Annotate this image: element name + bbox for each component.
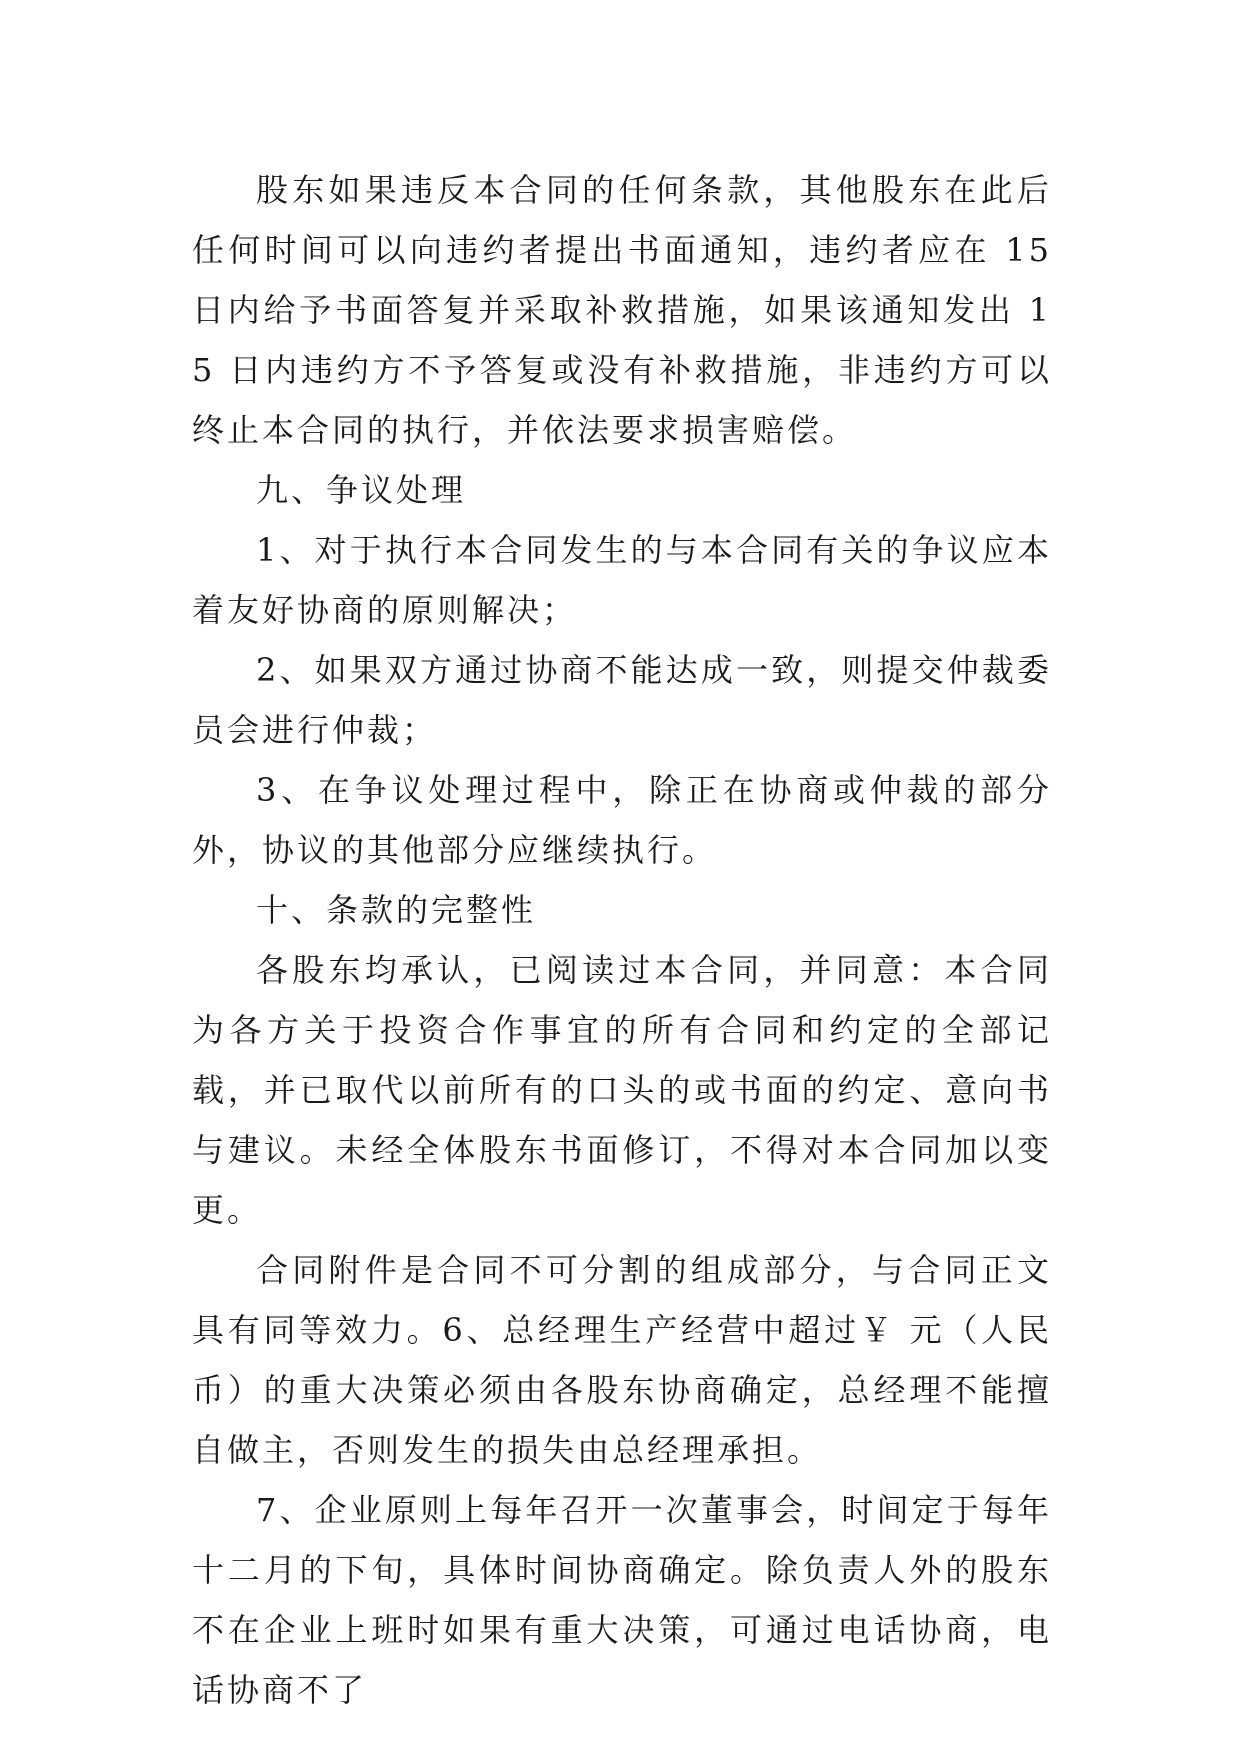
- section-heading-integrity: 十、条款的完整性: [256, 891, 537, 929]
- section-heading-dispute: 九、争议处理: [256, 471, 467, 509]
- paragraph-dispute-1: 1、对于执行本合同发生的与本合同有关的争议应本着友好协商的原则解决；: [192, 531, 1052, 629]
- paragraph-dispute-2: 2、如果双方通过协商不能达成一致，则提交仲裁委员会进行仲裁；: [192, 651, 1052, 749]
- paragraph-dispute-3: 3、在争议处理过程中，除正在协商或仲裁的部分外，协议的其他部分应继续执行。: [192, 771, 1052, 869]
- paragraph-integrity: 各股东均承认，已阅读过本合同，并同意：本合同为各方关于投资合作事宜的所有合同和约定的全部记载，并已取代以前所有的口头的或书面的约定、意向书与建议。未经全体股东书面修订，不得对本合同加以变更。: [192, 951, 1052, 1229]
- document-body: [192, 160, 1052, 1720]
- paragraph-attachments: 合同附件是合同不可分割的组成部分，与合同正文具有同等效力。6、总经理生产经营中超过￥ 元（人民币）的重大决策必须由各股东协商确定，总经理不能擅自做主，否则发生的损失由总经理承担。: [192, 1251, 1052, 1469]
- paragraph-board-meeting: 7、企业原则上每年召开一次董事会，时间定于每年十二月的下旬，具体时间协商确定。除负责人外的股东不在企业上班时如果有重大决策，可通过电话协商，电话协商不了: [192, 1491, 1052, 1709]
- paragraph-breach-notice: 股东如果违反本合同的任何条款，其他股东在此后任何时间可以向违约者提出书面通知，违约者应在 15 日内给予书面答复并采取补救措施，如果该通知发出 15 日内违约方不予答复或没有补救措施，非违约方可以终止本合同的执行，并依法要求损害赔偿。: [192, 171, 1052, 449]
